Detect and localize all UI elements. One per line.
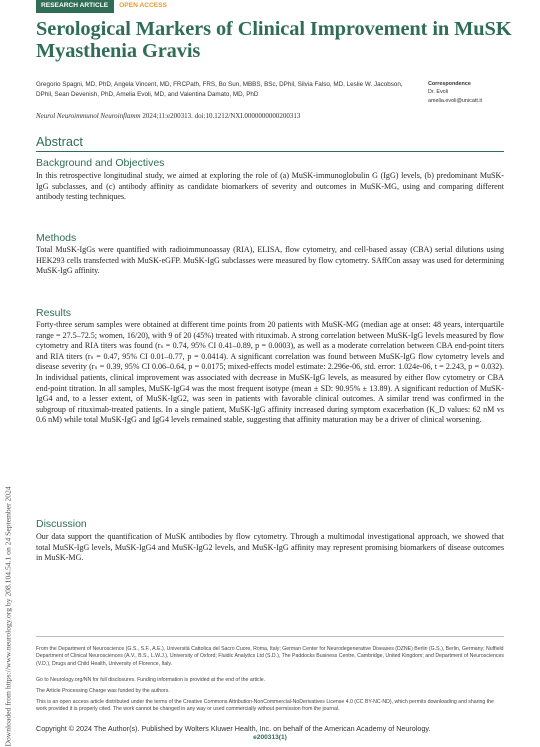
correspondence-email[interactable]: amelia.evoli@unicatt.it (428, 97, 483, 104)
abstract-heading: Abstract (36, 134, 83, 149)
article-badges (36, 0, 172, 13)
license-footnote: This is an open access article distributed under the terms of the Creative Commons Attribution-NonCommercial-NoDerivatives License 4.0 (CC BY-NC-ND), which permits downloading and sharing the work provided it is properly cited. The work cannot be changed in any way or used commercially without permission from the journal. (36, 699, 494, 713)
results-text: Forty-three serum samples were obtained at different time points from 20 patients with MuSK-MG (median age at onset: 48 years, interquartile range = 27.5–72.5; women, 16/20), with 9 of 20 (45%) treated with rituximab. A strong correlation between MuSK-IgG levels measured by flow cytometry and RIA titers was found (rₛ = 0.74, 95% CI 0.41–0.89, p = 0.0003), as well as a moderate correlation between CBA end-point titers and RIA titers (rₛ = 0.47, 95% CI 0.01–0.77, p = 0.0414). A significant correlation was found between MuSK-IgG flow cytometry levels and disease severity (rₛ = 0.39, 95% CI 0.06–0.64, p = 0.0175; mixed-effects model estimate: 2.296e-06, std. error: 1.024e-06, t = 2.243, p = 0.032). In individual patients, clinical improvement was associated with decrease in MuSK-IgG levels, as measured by either flow cytometry or CBA end-point titration. In all samples, MuSK-IgG4 was the most frequent isotype (mean ± SD: 90.95% ± 13.89). A significant reduction of MuSK-IgG4 and, to a lesser extent, of MuSK-IgG2, was seen in patients with favorable clinical outcomes. A similar trend was confirmed in the subgroup of rituximab-treated patients. In a single patient, MuSK-IgG affinity increased during symptom exacerbation (K_D values: 62 nM vs 0.6 nM) while total MuSK-IgG and IgG4 levels remained stable, suggesting that affinity maturation may be a driver of clinical worsening. (36, 320, 504, 425)
open-access-badge: OPEN ACCESS (114, 0, 172, 13)
research-article-badge: RESEARCH ARTICLE (36, 0, 114, 13)
footnote-divider (36, 636, 504, 637)
download-watermark: Downloaded from https://www.neurology.org by 208.104.54.1 on 24 September 2024 (3, 486, 13, 747)
apc-footnote: The Article Processing Charge was funded by the authors. (36, 688, 170, 694)
background-text: In this retrospective longitudinal study, we aimed at exploring the role of (a) MuSK-immunoglobulin G (IgG) levels, (b) predominant MuSK-IgG subclasses, and (c) antibody affinity as candidate biomarkers of severity and outcomes in MuSK-MG, using and comparing different antibody testing techniques. (36, 171, 504, 202)
author-list: Gregorio Spagni, MD, PhD, Angela Vincent, MD, FRCPath, FRS, Bo Sun, MBBS, BSc, DPhil, Silvia Falso, MD, Leslie W. Jacobson, DPhil, Sean Devenish, PhD, Amelia Evoli, MD, and Valentina Damato, MD, PhD (36, 81, 403, 98)
journal-name: Neurol Neuroimmunol Neuroinflamm (36, 112, 141, 120)
discussion-heading: Discussion (36, 518, 87, 530)
disclosures-footnote: Go to Neurology.org/NN for full disclosures. Funding information is provided at the end of the article. (36, 677, 266, 683)
copyright-line: Copyright © 2024 The Author(s). Published by Wolters Kluwer Health, Inc. on behalf of the American Academy of Neurology. (36, 724, 431, 733)
background-heading: Background and Objectives (36, 157, 165, 169)
methods-text: Total MuSK-IgGs were quantified with radioimmunoassay (RIA), ELISA, flow cytometry, and cell-based assay (CBA) serial dilutions using HEK293 cells transfected with MuSK-eGFP. MuSK-IgG subclasses were measured by flow cytometry. SAffCon assay was used for determining MuSK-IgG affinity. (36, 245, 504, 276)
citation-line (36, 112, 456, 120)
affiliations-footnote: From the Department of Neuroscience (G.S., S.F., A.E.), Università Cattolica del Sacro Cuore, Roma, Italy; German Center for Neurodegenerative Diseases (DZNE) Berlin (G.S.), Berlin, Germany; Nuffield Department of Clinical Neurosciences (A.V., B.S., L.W.J.), University of Oxford; Fluidic Analytics Ltd (S.D.), The Paddocks Business Centre, Cambridge, United Kingdom; and Department of Neurosciences (V.D.), Drugs and Child Health, University of Florence, Italy. (36, 646, 504, 667)
correspondence-label: Correspondence (428, 81, 471, 87)
results-heading: Results (36, 307, 72, 319)
correspondence-name: Dr. Evoli (428, 89, 449, 96)
methods-heading: Methods (36, 232, 77, 244)
discussion-text: Our data support the quantification of MuSK antibodies by flow cytometry. Through a multimodal investigational approach, we showed that total MuSK-IgG levels, MuSK-IgG4 and MuSK-IgG2 levels, and MuSK-IgG affinity may represent promising biomarkers of disease outcomes in MuSK-MG. (36, 532, 504, 563)
correspondence-block (428, 80, 528, 105)
article-title: Serological Markers of Clinical Improvement in MuSK Myasthenia Gravis (36, 18, 512, 62)
citation-details[interactable]: 2024;11:e200313. doi:10.1212/NXI.0000000000200313 (140, 112, 301, 120)
abstract-rule (36, 151, 504, 152)
page-identifier: e200313(1) (253, 734, 287, 741)
